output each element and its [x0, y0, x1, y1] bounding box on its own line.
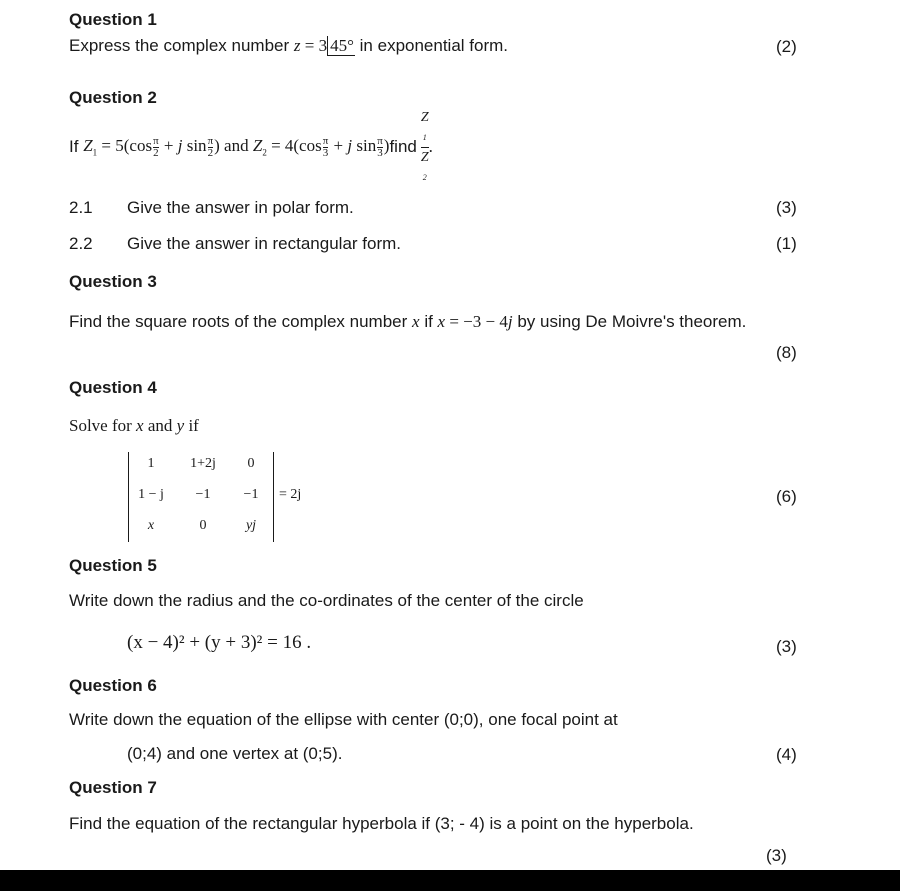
q2-fraction: Z $_1$ Z $_2$: [420, 109, 429, 182]
q1-angle: 45°: [327, 36, 355, 56]
question-2-heading: Question 2: [69, 88, 157, 107]
q6-text-line-2: (0;4) and one vertex at (0;5).: [127, 744, 343, 763]
question-6-heading: Question 6: [69, 676, 157, 695]
q2-item-1-number: 2.1: [69, 198, 93, 217]
matrix-cell: yj: [245, 518, 257, 533]
question-3-heading: Question 3: [69, 272, 157, 291]
q6-marks: (4): [776, 745, 797, 764]
matrix-cell: −1: [195, 487, 211, 502]
q5-marks: (3): [776, 637, 797, 656]
q2-item-1-text: Give the answer in polar form.: [127, 198, 354, 217]
q1-expression: z = 3 45°: [293, 36, 354, 55]
q2-item-2-marks: (1): [776, 234, 797, 253]
q7-marks: (3): [766, 846, 787, 865]
bottom-black-bar: [0, 870, 900, 891]
matrix-cell: 0: [247, 456, 255, 471]
question-3-text: Find the square roots of the complex number x if x = −3 − 4j by using De Moivre's theorem.: [69, 312, 747, 331]
question-1-heading: Question 1: [69, 10, 157, 29]
q4-marks: (6): [776, 487, 797, 506]
q1-marks: (2): [776, 37, 797, 56]
q7-text: Find the equation of the rectangular hyperbola if (3; - 4) is a point on the hyperbola.: [69, 814, 694, 833]
q3-marks: (8): [776, 343, 797, 362]
q5-text: Write down the radius and the co-ordinates of the center of the circle: [69, 591, 584, 610]
question-4-heading: Question 4: [69, 378, 157, 397]
q2-item-2-text: Give the answer in rectangular form.: [127, 234, 402, 253]
question-5-heading: Question 5: [69, 556, 157, 575]
question-7-heading: Question 7: [69, 778, 157, 797]
q2-item-1-marks: (3): [776, 198, 797, 217]
q4-rhs: = 2j: [279, 487, 302, 502]
q2-z1-expression: $Z_1 = 5(\cos$ $\frac{\pi}{2}$ + j sin $\frac{\pi}{2}$ ) and $Z_2 = 4(\cos$ $\frac{\pi}{3}$ + j sin $\frac{\pi}{3}$ ): [83, 134, 390, 159]
question-2-expression: If $Z_1 = 5(\cos$ $\frac{\pi}{2}$ + j sin $\frac{\pi}{2}$ ) and $Z_2 = 4(\cos$ $\frac{\pi}{3}$ + j sin $\frac{\pi}{3}$ ) find Z $_1$ Z $_2$ .: [69, 127, 433, 167]
matrix-cell: 0: [199, 518, 207, 533]
matrix-cell: 1+2j: [190, 456, 216, 471]
q1-text-post: in exponential form.: [359, 36, 509, 55]
q1-text-pre: Express the complex number: [69, 36, 290, 55]
matrix-cell: −1: [243, 487, 259, 502]
matrix-cell: 1: [147, 456, 155, 471]
matrix-cell: 1 − j: [138, 487, 164, 502]
matrix-cell: x: [147, 518, 155, 533]
q6-text-line-1: Write down the equation of the ellipse with center (0;0), one focal point at: [69, 710, 618, 729]
q2-item-2-number: 2.2: [69, 234, 93, 253]
q5-equation: (x − 4)² + (y + 3)² = 16 .: [127, 632, 312, 653]
question-1-text: [69, 36, 508, 56]
q4-solve-text: Solve for x and y if: [69, 416, 199, 435]
determinant: [128, 452, 274, 542]
q3-equation: x = −3 − 4j: [437, 312, 513, 331]
